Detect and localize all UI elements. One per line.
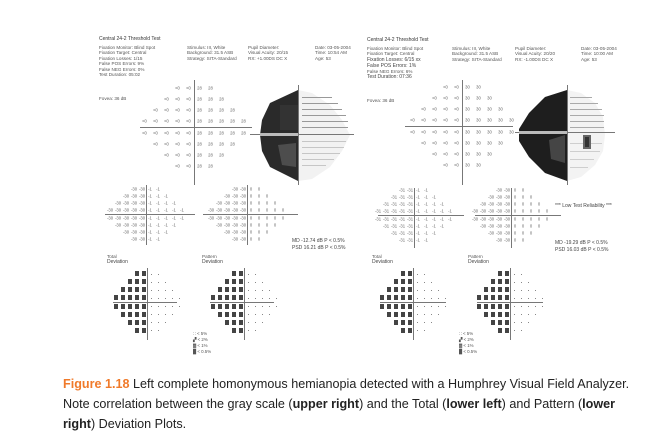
false-neg: False NEG Errors: 0% — [99, 66, 145, 72]
fovea: Fovea: 36 dB — [99, 96, 127, 101]
reliability-warning: *** Low Test Reliability *** — [555, 203, 612, 209]
legend-05pct: █ < 0.5% — [193, 349, 212, 354]
rx: RX: -1.00DS DC X — [515, 56, 554, 62]
reliability-block — [367, 46, 423, 80]
caption-bold: upper right — [292, 397, 360, 411]
legend-2pct: ▞ < 2% — [459, 337, 474, 342]
md-value: MD -19.29 dB P < 0.5% — [555, 240, 608, 246]
legend-05pct: █ < 0.5% — [459, 349, 478, 354]
report-title: Central 24-2 Threshold Test — [99, 36, 161, 42]
background: Background: 31.5 ASB — [187, 50, 234, 56]
stimulus: Stimulus: III, White — [452, 46, 491, 51]
false-pos: False POS Errors: 9% — [99, 61, 145, 67]
pupil-block — [515, 46, 555, 62]
pupil-diameter: Pupil Diameter: — [515, 46, 547, 51]
label-total: Total — [107, 254, 117, 259]
pattern-deviation-prob-plot — [210, 268, 290, 340]
fixation-target: Fixation Target: Central — [367, 51, 415, 57]
grayscale-plot — [515, 85, 625, 185]
reliability-block — [99, 45, 155, 77]
psd-value: PSD 16.03 dB P < 0.5% — [555, 247, 609, 253]
fixation-target: Fixation Target: Central — [99, 50, 147, 56]
pattern-deviation-values: -30 -30 0 0 -30 -30 -30 0 0 0 -30 -30 -30 -30 0 0 0 0 -30 -30 -30 -30 -30 0 0 0 0 0 -30 -30 -30 -30 -30 0 0 0 0 0 -30 -30 -30 -30 0 0 0 0 -30 -30 -30 0 0 0 -30 -30 0 0 — [203, 185, 303, 245]
label-deviation: Deviation — [107, 259, 128, 266]
probability-legend — [459, 331, 477, 355]
total-deviation-prob-plot — [380, 268, 460, 340]
label-total: Total — [372, 254, 382, 259]
test-duration: Test Duration: 05:02 — [99, 72, 141, 78]
pattern-deviation-label — [468, 254, 489, 265]
caption-bold: lower right — [63, 397, 616, 431]
age: Age: 53 — [315, 55, 331, 61]
background: Background: 31.5 ASB — [452, 51, 499, 57]
date: Date: 03-05-2004 — [315, 45, 351, 50]
total-deviation-label — [107, 254, 128, 265]
label-pattern: Pattern — [468, 254, 483, 259]
threshold-plot: <0 <0 28 28 <0 <0 <0 28 28 28 <0 <0 <0 <0 28 28 28 28 <0 <0 <0 <0 <0 28 28 28 28 28 <0 <0 <0 <0 <0 28 28 28 28 28 <0 <0 <0 <0 28 28 28 28 <0 <0 <0 28 28 28 <0 <0 28 28 — [140, 80, 260, 185]
label-deviation: Deviation — [372, 259, 393, 266]
stimulus-block — [187, 45, 237, 61]
grayscale-plot — [250, 85, 360, 185]
legend-2pct: ▞ < 2% — [193, 337, 208, 342]
false-pos: False POS Errors: 1% — [367, 62, 417, 69]
caption-text: ) and the Total ( — [359, 397, 447, 411]
fixation-losses: Fixation Losses: 6/15 xx — [367, 56, 421, 63]
rx: RX: +1.00DS DC X — [248, 55, 288, 61]
probability-legend — [193, 331, 211, 355]
legend-1pct: ▓ < 1% — [193, 343, 208, 348]
fixation-losses: Fixation Losses: 1/15 — [99, 55, 143, 61]
age: Age: 53 — [581, 56, 597, 62]
total-deviation-values: -31 -31 -1 -1 -31 -31 -31 -1 -1 -1 -31 -31 -31 -31 -1 -1 -1 -1 -31 -31 -31 -31 -31 -1 -1 -1 -1 -1 -31 -31 -31 -31 -31 -1 -1 -1 -1 -1 -31 -31 -31 -31 -1 -1 -1 -1 -31 -31 -31 -1 -1 -1 -31 -31 -1 -1 — [378, 188, 478, 248]
caption-text: ) and Pattern ( — [501, 397, 583, 411]
total-deviation-values: -30 -30 -1 -1 -30 -30 -30 -1 -1 -1 -30 -30 -30 -30 -1 -1 -1 -1 -30 -30 -30 -30 -30 -1 -1 -1 -1 -1 -30 -30 -30 -30 -30 -1 -1 -1 -1 -1 -30 -30 -30 -30 -1 -1 -1 -1 -30 -30 -30 -1 -1 -1 -30 -30 -1 -1 — [105, 185, 205, 245]
test-duration: Test Duration: 07:36 — [367, 74, 412, 81]
figure-caption — [63, 374, 643, 434]
legend-1pct: ▓ < 1% — [459, 343, 474, 348]
fovea: Fovea: 36 dB — [367, 98, 395, 103]
label-pattern: Pattern — [202, 254, 217, 259]
strategy: Strategy: SITA-Standard — [187, 55, 237, 61]
label-deviation: Deviation — [468, 259, 489, 266]
stimulus-block — [452, 46, 502, 62]
stimulus: Stimulus: III, White — [187, 45, 226, 50]
psd-value: PSD 16.21 dB P < 0.5% — [292, 245, 346, 251]
time: Time: 10:54 AM — [315, 50, 347, 56]
caption-text: ) Deviation Plots. — [90, 417, 187, 431]
total-deviation-label — [372, 254, 393, 265]
caption-bold: lower left — [446, 397, 502, 411]
legend-5pct: ∷ < 5% — [193, 331, 208, 336]
date: Date: 03-05-2004 — [581, 46, 617, 51]
date-block — [315, 45, 351, 61]
date-block — [581, 46, 617, 62]
figure-number: Figure 1.18 — [63, 377, 130, 391]
pattern-deviation-label — [202, 254, 223, 265]
md-value: MD -12.74 dB P < 0.5% — [292, 238, 345, 244]
pupil-block — [248, 45, 288, 61]
pattern-deviation-prob-plot — [477, 268, 557, 340]
label-deviation: Deviation — [202, 259, 223, 266]
total-deviation-prob-plot — [113, 268, 193, 340]
caption-text: Left complete homonymous hemianopia detected with a Humphrey Visual Field Analyzer. Note correlation between the gray scale ( — [63, 377, 630, 411]
fixation-monitor: Fixation Monitor: Blind Spot — [99, 45, 156, 50]
legend-5pct: ∷ < 5% — [459, 331, 474, 336]
threshold-plot: <0 <0 30 30 <0 <0 <0 30 30 30 <0 <0 <0 <0 30 30 30 30 <0 <0 <0 <0 <0 30 30 30 30 30 <0 <0 <0 <0 <0 30 30 30 30 30 <0 <0 <0 <0 30 30 30 30 <0 <0 <0 30 30 30 <0 <0 30 30 — [405, 80, 515, 185]
report-title: Central 24-2 Threshold Test — [367, 37, 429, 43]
false-neg: False NEG Errors: 6% — [367, 68, 413, 74]
strategy: Strategy: SITA-Standard — [452, 56, 502, 62]
pupil-diameter: Pupil Diameter: — [248, 45, 280, 50]
visual-acuity: Visual Acuity: 20/15 — [248, 50, 289, 56]
pattern-deviation-values: -30 -30 0 0 -30 -30 -30 0 0 0 -30 -30 -30 -30 0 0 0 0 -30 -30 -30 -30 -30 0 0 0 0 0 -30 -30 -30 -30 -30 0 0 0 0 0 -30 -30 -30 -30 0 0 0 0 -30 -30 -30 0 0 0 -30 -30 0 0 — [475, 188, 575, 248]
visual-acuity: Visual Acuity: 20/20 — [515, 51, 556, 57]
time: Time: 10:00 AM — [581, 51, 613, 57]
fixation-monitor: Fixation Monitor: Blind Spot — [367, 46, 424, 51]
